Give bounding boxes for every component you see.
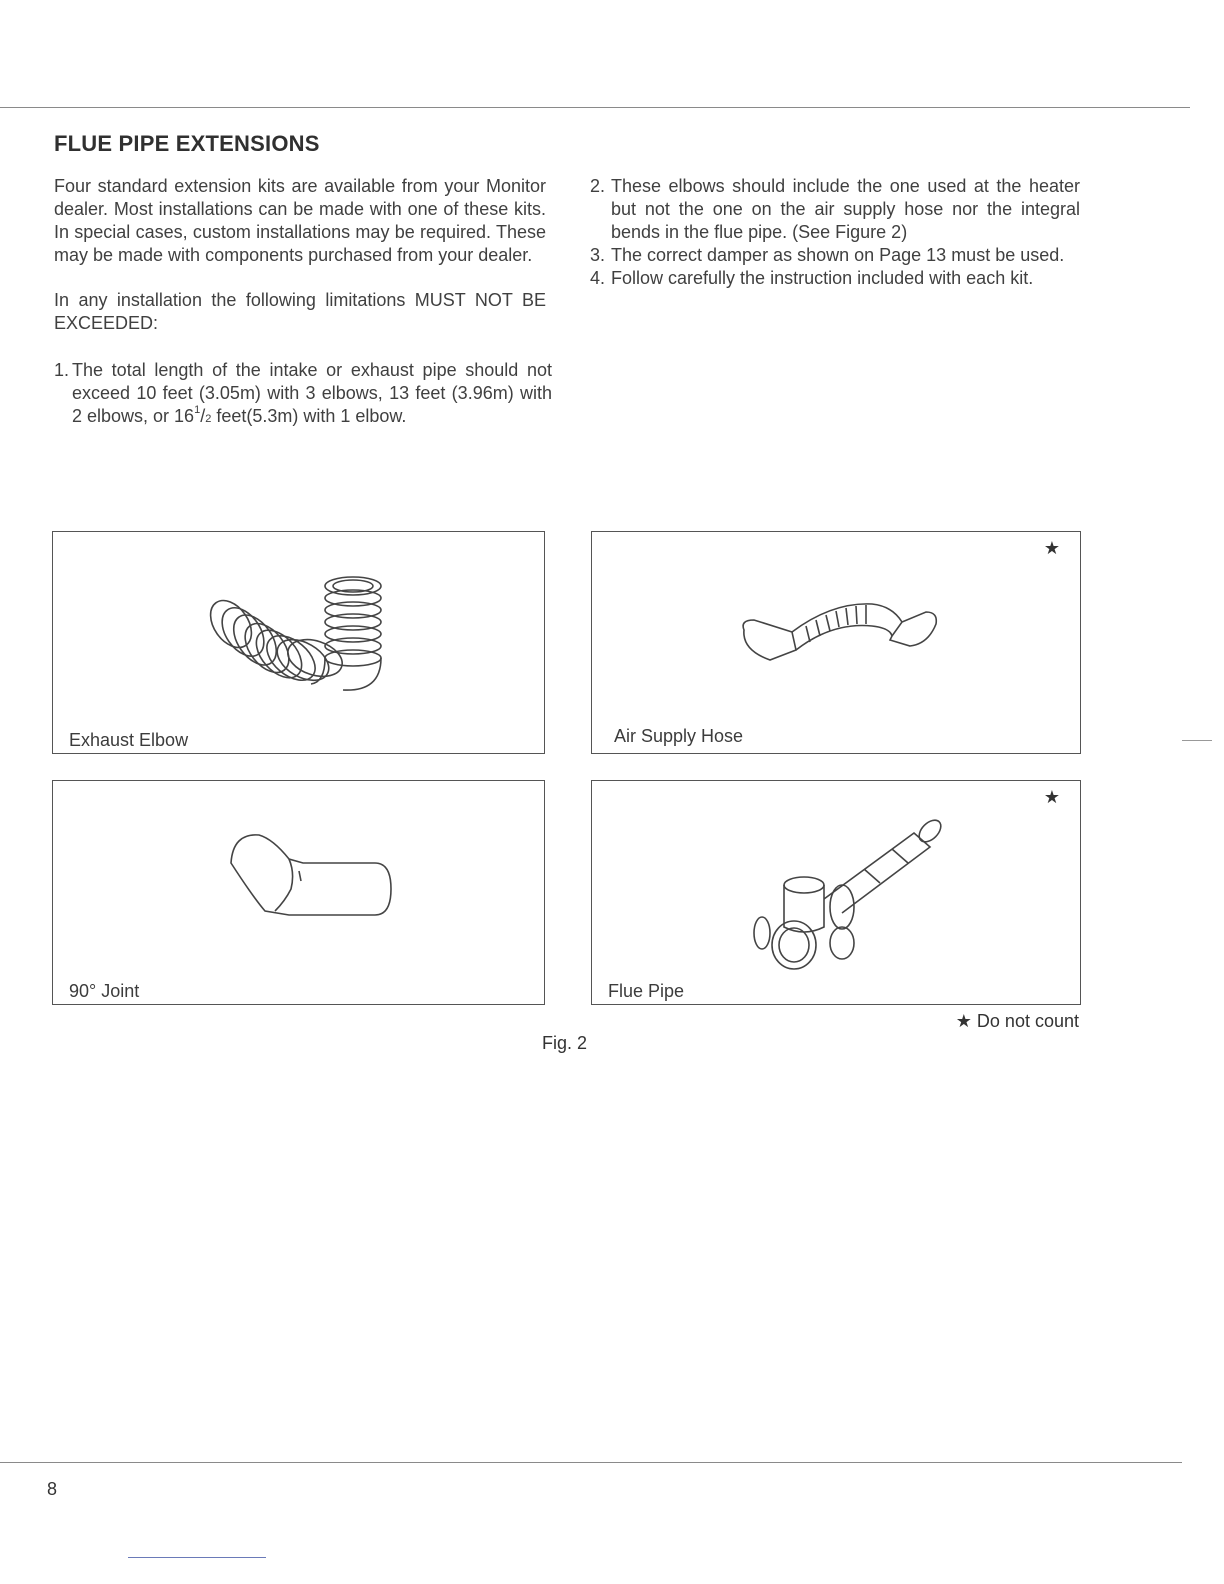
right-column	[590, 175, 1080, 290]
list-item-4	[590, 267, 1080, 290]
limitations-paragraph: In any installation the following limitations MUST NOT BE EXCEEDED:	[54, 290, 546, 333]
item-number: 4.	[590, 268, 606, 288]
item-text: Follow carefully the instruction included with each kit.	[611, 268, 1034, 288]
item-number: 3.	[590, 245, 606, 265]
left-column	[54, 175, 552, 428]
item-number: 1.	[54, 360, 70, 380]
top-rule	[0, 107, 1190, 108]
page-title: FLUE PIPE EXTENSIONS	[54, 131, 320, 156]
item-number: 2.	[590, 176, 606, 196]
do-not-count-note: ★ Do not count	[955, 1011, 1079, 1031]
list-item-3	[590, 244, 1080, 267]
joint-illustration	[53, 781, 543, 1003]
air-supply-hose-illustration	[592, 532, 1079, 752]
bottom-rule	[0, 1462, 1182, 1463]
do-not-count-star: ★	[1043, 787, 1060, 807]
fraction-slash: /	[200, 406, 206, 426]
do-not-count-star: ★	[1043, 538, 1060, 558]
figure-caption: Air Supply Hose	[614, 726, 744, 746]
fraction-denominator: 2	[205, 413, 212, 425]
page-number: 8	[47, 1479, 58, 1499]
figure-caption: Exhaust Elbow	[69, 730, 189, 750]
item-text-end: feet(5.3m) with 1 elbow.	[211, 406, 407, 426]
figure-90-joint	[52, 780, 545, 1005]
figure-exhaust-elbow	[52, 531, 545, 754]
bottom-blue-line	[128, 1557, 266, 1558]
limitations-list	[54, 359, 552, 428]
limitation-item-1	[54, 359, 552, 428]
exhaust-elbow-illustration	[53, 532, 543, 752]
list-item-2	[590, 175, 1080, 244]
side-mark	[1182, 740, 1212, 741]
flue-pipe-illustration	[592, 781, 1079, 1003]
right-list	[590, 175, 1080, 290]
item-text: The total length of the intake or exhaust pipe should not exceed 10 feet (3.05m) with 3 elbows, 13 feet (3.96m) with 2 elbows, or 16	[72, 360, 552, 426]
intro-paragraph: Four standard extension kits are available from your Monitor dealer. Most installations can be made with one of these kits. In special cases, custom installations may be required. These may be made with components purchased from your dealer.	[54, 176, 546, 265]
figure-flue-pipe	[591, 780, 1081, 1005]
figure-caption: Flue Pipe	[608, 981, 685, 1001]
item-text: The correct damper as shown on Page 13 must be used.	[611, 245, 1065, 265]
figure-caption: 90° Joint	[69, 981, 140, 1001]
fraction-numerator: 1	[194, 404, 201, 416]
figure-label: Fig. 2	[542, 1033, 588, 1053]
figure-air-supply-hose	[591, 531, 1081, 754]
item-text: These elbows should include the one used at the heater but not the one on the air supply hose nor the integral bends in the flue pipe. (See Figure 2)	[611, 176, 1080, 242]
